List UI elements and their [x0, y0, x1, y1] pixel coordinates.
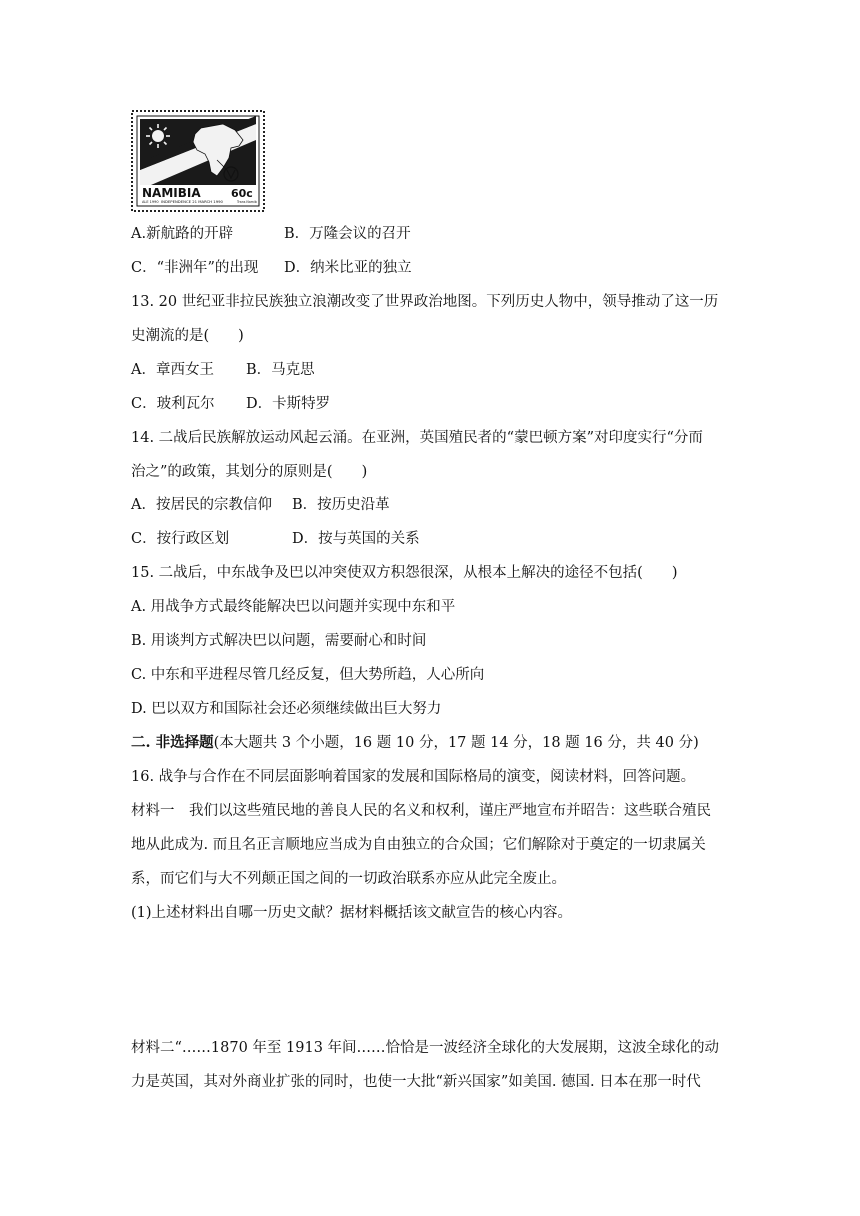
q14-stem-line2: 治之”的政策，其划分的原则是( )	[131, 464, 368, 480]
q16-material2-line1: 材料二“……1870 年至 1913 年间……恰恰是一波经济全球化的大发展期，这波全球化的动	[131, 1040, 720, 1056]
q12-option-d: D．纳米比亚的独立	[284, 260, 412, 276]
q16-intro: 16. 战争与合作在不同层面影响着国家的发展和国际格局的演变，阅读材料，回答问题。	[131, 769, 696, 785]
q12-option-c: C．“非洲年”的出现	[131, 260, 259, 276]
namibia-stamp-image	[131, 110, 265, 212]
q12-option-a: A.新航路的开辟	[131, 226, 234, 242]
stamp-country: NAMIBIA	[142, 186, 201, 200]
q14-option-a: A．按居民的宗教信仰	[131, 497, 272, 513]
q12-option-b: B．万隆会议的召开	[284, 226, 411, 242]
q14-option-d: D．按与英国的关系	[292, 531, 420, 547]
q16-material1-line1: 材料一 我们以这些殖民地的善良人民的名义和权利，谨庄严地宣布并昭告：这些联合殖民	[131, 803, 711, 819]
stamp-small-right: Trans Namib	[237, 200, 257, 204]
q15-option-a: A. 用战争方式最终能解决巴以问题并实现中东和平	[131, 599, 456, 615]
stamp-small-left: ALE 1990	[142, 200, 159, 204]
stamp-caption: INDEPENDENCE 21 MARCH 1990	[161, 199, 223, 204]
q14-option-c: C．按行政区划	[131, 531, 230, 547]
section2-heading	[131, 733, 741, 753]
sun-icon	[146, 124, 170, 148]
q16-material1-line3: 系，而它们与大不列颠正国之间的一切政治联系亦应从此完全废止。	[131, 871, 566, 887]
q15-stem: 15. 二战后，中东战争及巴以冲突使双方积怨很深，从根本上解决的途径不包括( )	[131, 565, 678, 581]
q13-option-a: A．章西女王	[131, 362, 214, 378]
q16-subquestion1: (1)上述材料出自哪一历史文献？据材料概括该文献宣告的核心内容。	[131, 905, 573, 921]
q14-stem-line1: 14. 二战后民族解放运动风起云涌。在亚洲，英国殖民者的“蒙巴顿方案”对印度实行“分而	[131, 430, 703, 446]
q13-stem-line1: 13. 20 世纪亚非拉民族独立浪潮改变了世界政治地图。下列历史人物中，领导推动了这一历	[131, 294, 719, 310]
q15-option-d: D. 巴以双方和国际社会还必须继续做出巨大努力	[131, 701, 442, 717]
q14-option-b: B．按历史沿革	[292, 497, 390, 513]
q15-option-b: B. 用谈判方式解决巴以问题，需要耐心和时间	[131, 633, 427, 649]
q16-material2-line2: 力是英国，其对外商业扩张的同时，也使一大批“新兴国家”如美国. 德国. 日本在那一时代	[131, 1074, 701, 1090]
q16-material1-line2: 地从此成为. 而且名正言顺地应当成为自由独立的合众国；它们解除对于奠定的一切隶属关	[131, 837, 706, 853]
q15-option-c: C. 中东和平进程尽管几经反复，但大势所趋，人心所向	[131, 667, 485, 683]
section2-note: (本大题共 3 个小题，16 题 10 分，17 题 14 分，18 题 16 分，共 40 分)	[213, 735, 699, 751]
stamp-value: 60c	[231, 187, 253, 200]
q13-option-b: B．马克思	[246, 362, 315, 378]
q13-option-c: C．玻利瓦尔	[131, 396, 215, 412]
section2-title: 二. 非选择题	[131, 734, 214, 751]
q13-option-d: D．卡斯特罗	[246, 396, 331, 412]
q13-stem-line2: 史潮流的是( )	[131, 328, 244, 344]
